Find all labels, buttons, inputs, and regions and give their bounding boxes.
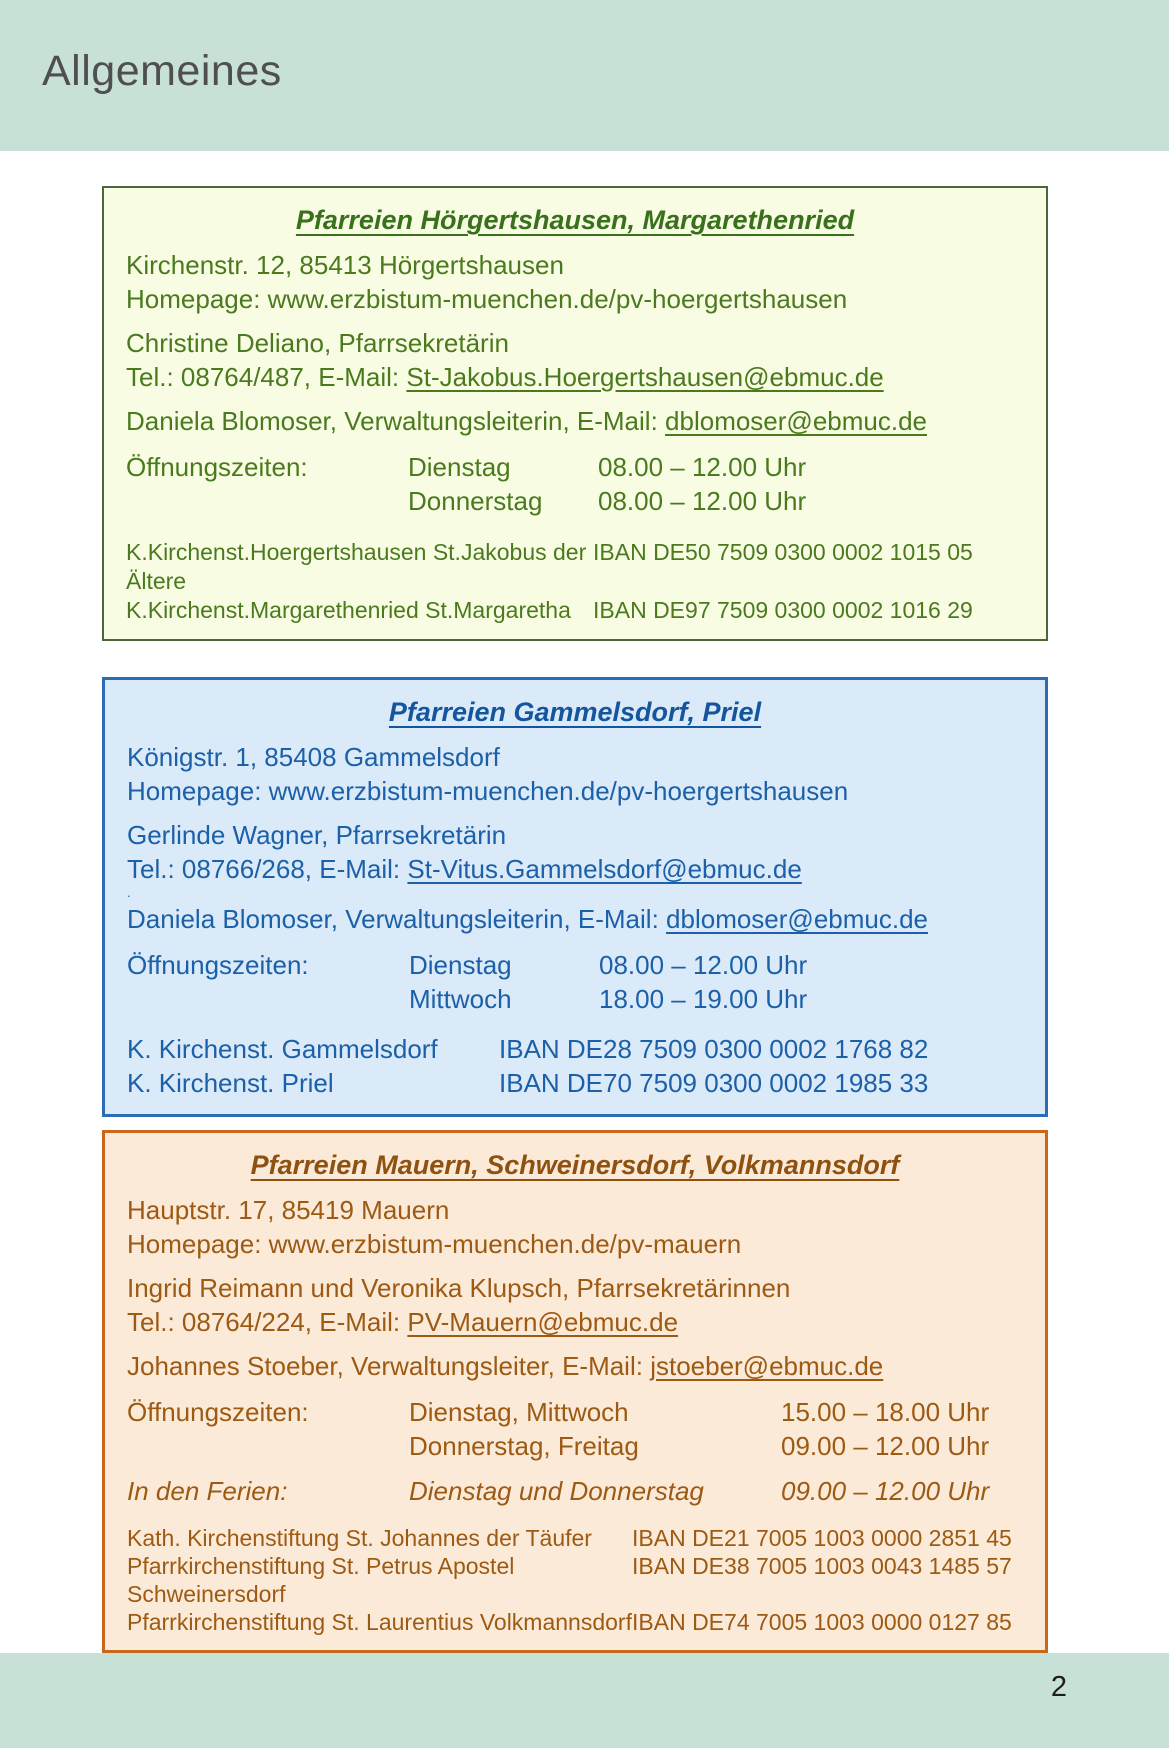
page-content (0, 151, 1169, 1653)
hours-time: 08.00 – 12.00 Uhr (598, 452, 807, 482)
hours-row (127, 1429, 1023, 1463)
box-title-text: Pfarreien Mauern, Schweinersdorf, Volkmannsdorf (250, 1150, 900, 1180)
account-iban: IBAN DE28 7509 0300 0002 1768 82 (499, 1034, 929, 1064)
account-iban: IBAN DE97 7509 0300 0002 1016 29 (593, 597, 973, 623)
box-title-text: Pfarreien Hörgertshausen, Margarethenried (295, 205, 855, 235)
tel-prefix: Tel.: 08764/487, E-Mail: (126, 362, 407, 392)
account-row (127, 1032, 1023, 1066)
ferien-label: In den Ferien: (127, 1476, 288, 1506)
hours-row (126, 450, 1024, 484)
account-name: Pfarrkirchenstiftung St. Laurentius Volkmannsdorf (127, 1609, 632, 1635)
hours-day: Dienstag (408, 452, 511, 482)
account-name: Pfarrkirchenstiftung St. Petrus Apostel Schweinersdorf (127, 1553, 515, 1607)
hours-label: Öffnungszeiten: (126, 452, 308, 482)
stray-mark: . (127, 885, 131, 900)
admin-prefix: Daniela Blomoser, Verwaltungsleiterin, E-Mail: (126, 406, 666, 436)
ferien-days: Dienstag und Donnerstag (409, 1476, 704, 1506)
account-iban: IBAN DE38 7005 1003 0043 1485 57 (632, 1553, 1012, 1579)
opening-hours (127, 1395, 1023, 1508)
hours-day: Dienstag (409, 950, 512, 980)
account-row (126, 538, 1024, 596)
hours-label: Öffnungszeiten: (127, 1397, 309, 1427)
tel-line (126, 360, 1024, 394)
box-title (127, 1147, 1023, 1183)
admin-line (127, 902, 1023, 936)
hours-day: Donnerstag, Freitag (409, 1431, 639, 1461)
admin-email-link[interactable]: dblomoser@ebmuc.de (665, 406, 927, 436)
box-title-text: Pfarreien Gammelsdorf, Priel (388, 697, 762, 727)
parish-box-hoergertshausen (102, 186, 1048, 641)
hours-time: 15.00 – 18.00 Uhr (781, 1397, 990, 1427)
hours-time: 09.00 – 12.00 Uhr (781, 1431, 990, 1461)
account-iban: IBAN DE70 7509 0300 0002 1985 33 (499, 1068, 929, 1098)
opening-hours (127, 948, 1023, 1016)
secretary-email-link[interactable]: PV-Mauern@ebmuc.de (407, 1307, 679, 1337)
account-row (127, 1524, 1023, 1552)
address-line: Königstr. 1, 85408 Gammelsdorf (127, 742, 500, 772)
account-row (126, 596, 1024, 625)
secretary-line: Gerlinde Wagner, Pfarrsekretärin (127, 820, 507, 850)
account-name: Kath. Kirchenstiftung St. Johannes der Täufer (127, 1525, 592, 1551)
account-row (127, 1552, 1023, 1608)
hours-row (127, 982, 1023, 1016)
secretary-email-link[interactable]: St-Jakobus.Hoergertshausen@ebmuc.de (406, 362, 884, 392)
tel-line (127, 852, 1023, 886)
box-title (126, 202, 1024, 238)
hours-day: Mittwoch (409, 984, 512, 1014)
account-iban: IBAN DE50 7509 0300 0002 1015 05 (593, 539, 973, 565)
account-row (127, 1608, 1023, 1636)
account-name: K. Kirchenst. Gammelsdorf (127, 1034, 438, 1064)
address-line: Kirchenstr. 12, 85413 Hörgertshausen (126, 250, 564, 280)
hours-label: Öffnungszeiten: (127, 950, 309, 980)
admin-email-link[interactable]: jstoeber@ebmuc.de (650, 1351, 884, 1381)
parish-box-mauern (102, 1130, 1048, 1653)
parish-box-gammelsdorf (102, 677, 1048, 1117)
secretary-line: Christine Deliano, Pfarrsekretärin (126, 328, 509, 358)
footer-band (0, 1653, 1169, 1748)
tel-line (127, 1305, 1023, 1339)
secretary-email-link[interactable]: St-Vitus.Gammelsdorf@ebmuc.de (407, 854, 802, 884)
secretary-line: Ingrid Reimann und Veronika Klupsch, Pfarrsekretärinnen (127, 1273, 791, 1303)
admin-line (126, 404, 1024, 438)
homepage-line: Homepage: www.erzbistum-muenchen.de/pv-mauern (127, 1229, 742, 1259)
account-name: K. Kirchenst. Priel (127, 1068, 334, 1098)
admin-line (127, 1349, 1023, 1383)
tel-prefix: Tel.: 08764/224, E-Mail: (127, 1307, 408, 1337)
hours-time: 08.00 – 12.00 Uhr (598, 486, 807, 516)
homepage-line: Homepage: www.erzbistum-muenchen.de/pv-hoergertshausen (127, 776, 849, 806)
hours-day: Dienstag, Mittwoch (409, 1397, 629, 1427)
tel-prefix: Tel.: 08766/268, E-Mail: (127, 854, 408, 884)
page-title: Allgemeines (42, 47, 282, 95)
page-number: 2 (1050, 1671, 1067, 1703)
address-line: Hauptstr. 17, 85419 Mauern (127, 1195, 450, 1225)
account-name: K.Kirchenst.Hoergertshausen St.Jakobus der Ältere (126, 539, 587, 594)
bank-accounts (127, 1524, 1023, 1636)
hours-row (126, 484, 1024, 518)
hours-day: Donnerstag (408, 486, 543, 516)
account-row (127, 1066, 1023, 1100)
bank-accounts (126, 538, 1024, 625)
admin-prefix: Johannes Stoeber, Verwaltungsleiter, E-Mail: (127, 1351, 651, 1381)
hours-time: 08.00 – 12.00 Uhr (599, 950, 808, 980)
homepage-line: Homepage: www.erzbistum-muenchen.de/pv-hoergertshausen (126, 284, 848, 314)
ferien-row (127, 1474, 1023, 1508)
bank-accounts (127, 1032, 1023, 1100)
ferien-time: 09.00 – 12.00 Uhr (781, 1476, 990, 1506)
hours-row (127, 948, 1023, 982)
admin-prefix: Daniela Blomoser, Verwaltungsleiterin, E-Mail: (127, 904, 667, 934)
hours-time: 18.00 – 19.00 Uhr (599, 984, 808, 1014)
opening-hours (126, 450, 1024, 518)
account-name: K.Kirchenst.Margarethenried St.Margaretha (126, 597, 571, 623)
admin-email-link[interactable]: dblomoser@ebmuc.de (666, 904, 928, 934)
account-iban: IBAN DE21 7005 1003 0000 2851 45 (632, 1525, 1012, 1551)
box-title (127, 694, 1023, 730)
header-band (0, 0, 1169, 151)
account-iban: IBAN DE74 7005 1003 0000 0127 85 (632, 1609, 1012, 1635)
hours-row (127, 1395, 1023, 1429)
